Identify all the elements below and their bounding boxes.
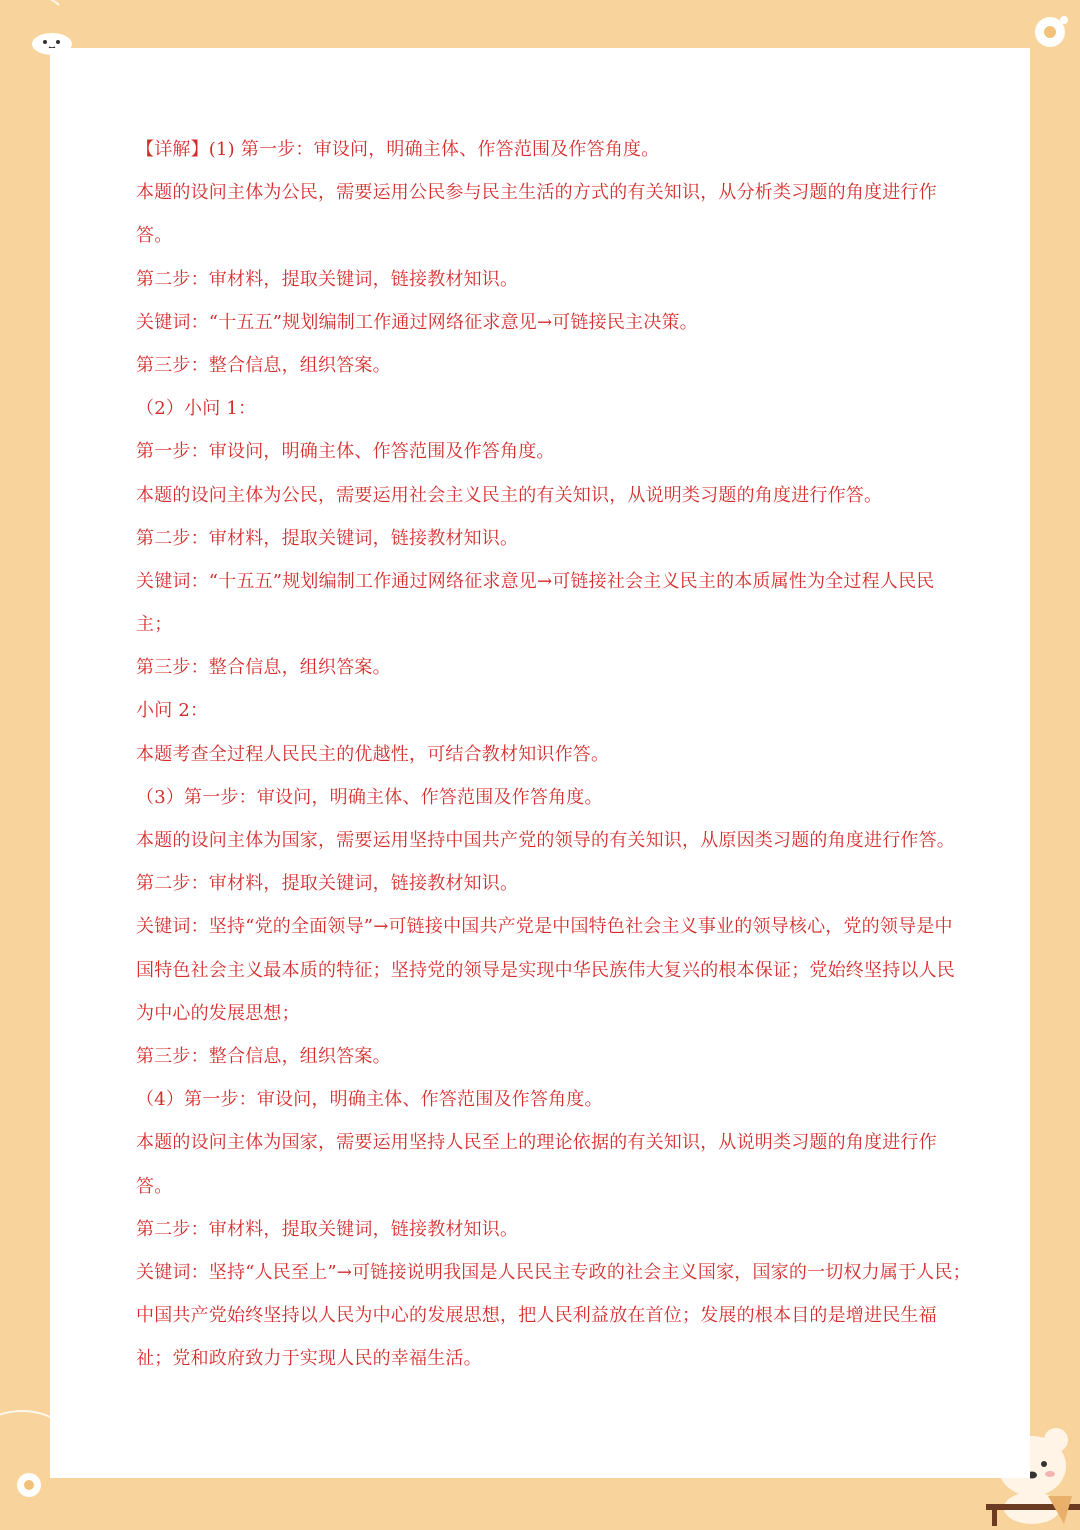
text-line: 第三步：整合信息，组织答案。: [136, 1045, 391, 1067]
text-line: （3）第一步：审设问，明确主体、作答范围及作答角度。: [136, 786, 603, 808]
text-line: 第一步：审设问，明确主体、作答范围及作答角度。: [136, 441, 555, 463]
text-line: 【详解】(1) 第一步：审设问，明确主体、作答范围及作答角度。: [136, 139, 660, 160]
text-line: 第三步：整合信息，组织答案。: [136, 354, 391, 376]
text-line: 第二步：审材料，提取关键词，链接教材知识。: [136, 268, 519, 290]
text-line: 小问 2：: [136, 700, 209, 722]
text-line: 答。: [136, 1175, 173, 1197]
text-line: （2）小问 1：: [136, 398, 257, 420]
text-line: 第二步：审材料，提取关键词，链接教材知识。: [136, 527, 519, 549]
text-line: 答。: [136, 225, 173, 247]
text-line: （4）第一步：审设问，明确主体、作答范围及作答角度。: [136, 1089, 603, 1111]
explanation-text-block: [136, 128, 986, 1380]
text-line: 祉；党和政府致力于实现人民的幸福生活。: [136, 1348, 482, 1370]
text-line: 本题的设问主体为国家，需要运用坚持人民至上的理论依据的有关知识，从说明类习题的角度进行作: [136, 1132, 937, 1154]
bottom-left-flower-decoration: [14, 1470, 44, 1504]
text-line: 国特色社会主义最本质的特征；坚持党的领导是实现中华民族伟大复兴的根本保证；党始终坚持以人民: [136, 959, 955, 981]
text-line: 第二步：审材料，提取关键词，链接教材知识。: [136, 873, 519, 895]
text-line: 关键词：坚持“人民至上”→可链接说明我国是人民民主专政的社会主义国家，国家的一切权力属于人民；: [136, 1261, 971, 1283]
text-line: 中国共产党始终坚持以人民为中心的发展思想，把人民利益放在首位；发展的根本目的是增进民生福: [136, 1305, 937, 1327]
text-line: 关键词：“十五五”规划编制工作通过网络征求意见→可链接民主决策。: [136, 311, 698, 333]
text-line: 关键词：坚持“党的全面领导”→可链接中国共产党是中国特色社会主义事业的领导核心，党的领导是中: [136, 916, 953, 938]
text-line: 第三步：整合信息，组织答案。: [136, 657, 391, 679]
text-line: 本题的设问主体为公民，需要运用社会主义民主的有关知识，从说明类习题的角度进行作答。: [136, 484, 883, 506]
text-line: 本题的设问主体为公民，需要运用公民参与民主生活的方式的有关知识，从分析类习题的角度进行作: [136, 182, 937, 204]
text-line: 关键词：“十五五”规划编制工作通过网络征求意见→可链接社会主义民主的本质属性为全过程人民民: [136, 570, 935, 592]
top-right-flower-decoration: [1030, 10, 1074, 58]
text-line: 为中心的发展思想；: [136, 1002, 300, 1024]
text-line: 本题的设问主体为国家，需要运用坚持中国共产党的领导的有关知识，从原因类习题的角度进行作答。: [136, 830, 955, 851]
text-line: 主；: [136, 614, 173, 636]
text-line: 第二步：审材料，提取关键词，链接教材知识。: [136, 1218, 519, 1240]
text-line: 本题考查全过程人民民主的优越性，可结合教材知识作答。: [136, 743, 610, 765]
